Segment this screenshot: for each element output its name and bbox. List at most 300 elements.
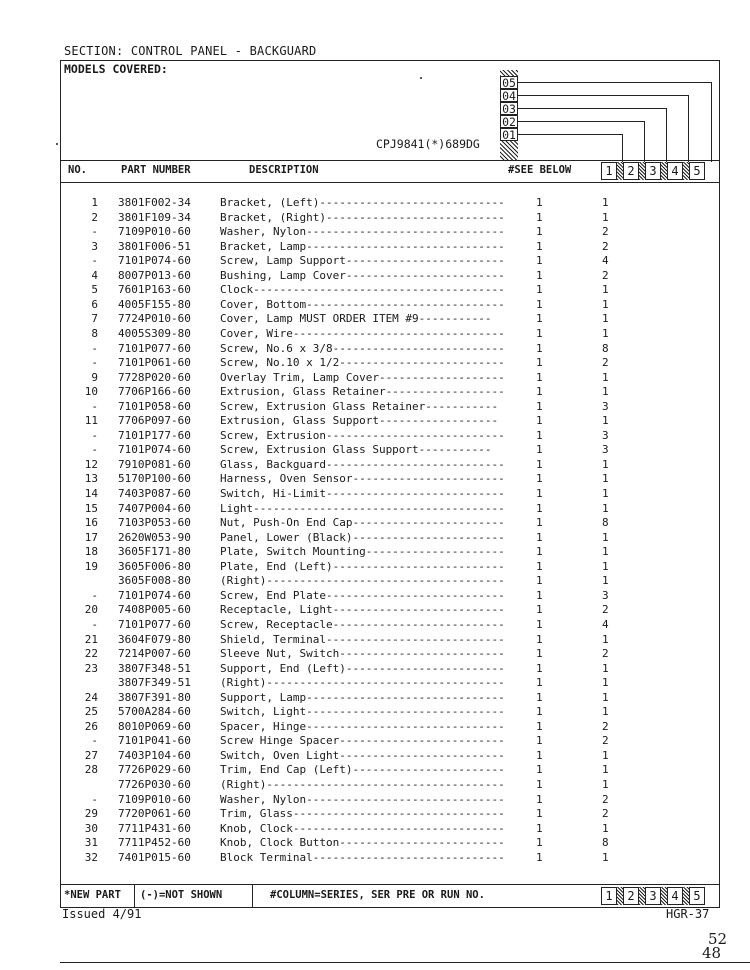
part-number: 7109P010-60 xyxy=(118,792,191,806)
part-number: 3605F008-80 xyxy=(118,574,191,588)
series-1-count: 1 xyxy=(602,326,609,340)
table-row xyxy=(60,342,720,357)
series-1-count: 1 xyxy=(602,763,609,777)
part-number: 7728P020-60 xyxy=(118,370,191,384)
item-number: 30 xyxy=(84,821,98,835)
series-code-05: 05 xyxy=(500,76,518,89)
part-description: Plate, End (Left)-------------------------- xyxy=(220,559,505,573)
column-1: 1 xyxy=(601,162,617,180)
part-number: 2620W053-90 xyxy=(118,530,191,544)
speck xyxy=(420,77,422,79)
series-1-count: 1 xyxy=(602,661,609,675)
quantity: 1 xyxy=(536,501,543,515)
part-description: Trim, End Cap (Left)----------------------- xyxy=(220,763,505,777)
series-code-03: 03 xyxy=(500,102,518,115)
part-number: 7711P452-60 xyxy=(118,836,191,850)
quantity: 1 xyxy=(536,617,543,631)
item-number: 17 xyxy=(84,530,98,544)
part-description: Screw, Extrusion--------------------------- xyxy=(220,428,505,442)
page-mark-bottom: 48 xyxy=(702,944,722,962)
part-number: 3801F006-51 xyxy=(118,239,191,253)
part-number: 5170P100-60 xyxy=(118,472,191,486)
column-4: 4 xyxy=(667,887,683,905)
series-1-count: 1 xyxy=(602,850,609,864)
quantity: 1 xyxy=(536,748,543,762)
series-1-count: 2 xyxy=(602,225,609,239)
series-1-count: 3 xyxy=(602,399,609,413)
quantity: 1 xyxy=(536,807,543,821)
part-description: Support, Lamp------------------------------ xyxy=(220,690,505,704)
series-code-04: 04 xyxy=(500,89,518,102)
page-mark-top: 52 xyxy=(708,930,728,948)
table-row xyxy=(60,298,720,313)
bracket-drop-3 xyxy=(666,108,667,162)
quantity: 1 xyxy=(536,385,543,399)
item-number: - xyxy=(91,443,98,457)
table-row xyxy=(60,443,720,458)
item-number: 6 xyxy=(91,297,98,311)
part-description: Plate, Switch Mounting--------------------- xyxy=(220,545,505,559)
series-1-count: 1 xyxy=(602,530,609,544)
part-number: 4005F155-80 xyxy=(118,297,191,311)
quantity: 1 xyxy=(536,836,543,850)
item-number: 22 xyxy=(84,647,98,661)
series-1-count: 3 xyxy=(602,428,609,442)
quantity: 1 xyxy=(536,821,543,835)
part-description: Knob, Clock-------------------------------- xyxy=(220,821,505,835)
quantity: 1 xyxy=(536,778,543,791)
series-1-count: 2 xyxy=(602,807,609,821)
series-1-count: 2 xyxy=(602,647,609,661)
quantity: 1 xyxy=(536,414,543,428)
series-1-count: 3 xyxy=(602,588,609,602)
table-row xyxy=(60,502,720,517)
column-1: 1 xyxy=(601,887,617,905)
quantity: 1 xyxy=(536,254,543,268)
part-description: Trim, Glass-------------------------------- xyxy=(220,807,505,821)
quantity: 1 xyxy=(536,559,543,573)
quantity: 1 xyxy=(536,850,543,864)
quantity: 1 xyxy=(536,225,543,239)
table-row xyxy=(60,356,720,371)
part-description: Cover, Bottom------------------------------ xyxy=(220,297,505,311)
part-description: Bracket, Lamp------------------------------ xyxy=(220,239,505,253)
item-number: - xyxy=(91,356,98,370)
model-code: CPJ9841(*)689DG xyxy=(376,137,480,151)
part-number: 7101P074-60 xyxy=(118,254,191,268)
series-1-count: 1 xyxy=(602,385,609,399)
quantity: 1 xyxy=(536,196,543,209)
item-number: 11 xyxy=(84,414,98,428)
header-series-columns xyxy=(601,162,705,180)
part-number: 3801F002-34 xyxy=(118,196,191,209)
table-row xyxy=(60,371,720,386)
item-number: 18 xyxy=(84,545,98,559)
table-row xyxy=(60,560,720,575)
table-row xyxy=(60,545,720,560)
part-description: Switch, Oven Light------------------------- xyxy=(220,748,505,762)
quantity: 1 xyxy=(536,443,543,457)
part-number: 3807F391-80 xyxy=(118,690,191,704)
table-row xyxy=(60,749,720,764)
quantity: 1 xyxy=(536,603,543,617)
table-row xyxy=(60,763,720,778)
item-number: 14 xyxy=(84,487,98,500)
part-description: Bushing, Lamp Cover------------------------ xyxy=(220,268,505,282)
series-1-count: 1 xyxy=(602,676,609,690)
series-1-count: 1 xyxy=(602,501,609,515)
column-3: 3 xyxy=(645,887,661,905)
part-number: 7101P074-60 xyxy=(118,588,191,602)
models-covered-label: MODELS COVERED: xyxy=(64,62,168,76)
quantity: 1 xyxy=(536,647,543,661)
series-1-count: 2 xyxy=(602,719,609,733)
part-description: Washer, Nylon------------------------------ xyxy=(220,792,505,806)
header-bottom-rule xyxy=(60,182,720,183)
item-number: 3 xyxy=(91,239,98,253)
part-number: 8010P069-60 xyxy=(118,719,191,733)
table-row xyxy=(60,778,720,793)
quantity: 1 xyxy=(536,719,543,733)
bracket-line-03 xyxy=(518,108,666,109)
part-description: Screw, Lamp Support------------------------ xyxy=(220,254,505,268)
series-1-count: 1 xyxy=(602,472,609,486)
part-description: Screw Hinge Spacer------------------------- xyxy=(220,734,505,748)
series-1-count: 2 xyxy=(602,268,609,282)
table-row xyxy=(60,574,720,589)
series-1-count: 8 xyxy=(602,516,609,530)
series-1-count: 3 xyxy=(602,443,609,457)
quantity: 1 xyxy=(536,428,543,442)
item-number: - xyxy=(91,225,98,239)
series-1-count: 4 xyxy=(602,254,609,268)
part-description: Screw, No.10 x 1/2------------------------- xyxy=(220,356,505,370)
part-description: Screw, Extrusion Glass Retainer----------- xyxy=(220,399,499,413)
footer-new-part: *NEW PART xyxy=(64,889,121,901)
item-number: 15 xyxy=(84,501,98,515)
part-description: (Right)------------------------------------ xyxy=(220,676,505,690)
series-code-01: 01 xyxy=(500,128,518,141)
table-row xyxy=(60,240,720,255)
quantity: 1 xyxy=(536,457,543,471)
part-description: Bracket, (Left)---------------------------- xyxy=(220,196,505,209)
part-description: Harness, Oven Sensor----------------------- xyxy=(220,472,505,486)
series-1-count: 4 xyxy=(602,617,609,631)
part-number: 7910P081-60 xyxy=(118,457,191,471)
item-number: 9 xyxy=(91,370,98,384)
footer-divider xyxy=(134,884,135,908)
item-number: 21 xyxy=(84,632,98,646)
table-row xyxy=(60,618,720,633)
part-description: (Right)------------------------------------ xyxy=(220,778,505,791)
part-description: Switch, Light------------------------------ xyxy=(220,705,505,719)
bracket-line-01 xyxy=(518,134,622,135)
quantity: 1 xyxy=(536,734,543,748)
part-description: Screw, Receptacle-------------------------- xyxy=(220,617,505,631)
table-row xyxy=(60,458,720,473)
item-number: 28 xyxy=(84,763,98,777)
quantity: 1 xyxy=(536,705,543,719)
footer-series-columns xyxy=(601,887,705,905)
table-row xyxy=(60,676,720,691)
item-number: 10 xyxy=(84,385,98,399)
quantity: 1 xyxy=(536,588,543,602)
table-row xyxy=(60,211,720,226)
bracket-drop-1 xyxy=(622,134,623,162)
column-3: 3 xyxy=(645,162,661,180)
bracket-line-04 xyxy=(518,95,688,96)
series-1-count: 1 xyxy=(602,414,609,428)
item-number: 1 xyxy=(91,196,98,209)
part-description: Support, End (Left)------------------------ xyxy=(220,661,505,675)
column-2: 2 xyxy=(623,887,639,905)
part-description: Screw, End Plate--------------------------- xyxy=(220,588,505,602)
speck xyxy=(56,143,58,145)
series-1-count: 1 xyxy=(602,545,609,559)
part-number: 3807F348-51 xyxy=(118,661,191,675)
part-description: Switch, Hi-Limit--------------------------- xyxy=(220,487,505,500)
item-number: - xyxy=(91,341,98,355)
item-number: 20 xyxy=(84,603,98,617)
table-row xyxy=(60,472,720,487)
series-1-count: 2 xyxy=(602,734,609,748)
part-description: Clock-------------------------------------- xyxy=(220,283,505,297)
part-description: Knob, Clock Button------------------------- xyxy=(220,836,505,850)
part-number: 7706P166-60 xyxy=(118,385,191,399)
series-1-count: 1 xyxy=(602,297,609,311)
part-number: 7101P041-60 xyxy=(118,734,191,748)
table-row xyxy=(60,836,720,851)
header-see-below: #SEE BELOW xyxy=(508,164,572,176)
quantity: 1 xyxy=(536,268,543,282)
table-row xyxy=(60,633,720,648)
bracket-drop-4 xyxy=(688,95,689,162)
series-1-count: 8 xyxy=(602,836,609,850)
page-code: HGR-37 xyxy=(666,907,710,921)
item-number: 8 xyxy=(91,326,98,340)
bracket-line-05 xyxy=(518,82,711,83)
item-number: - xyxy=(91,428,98,442)
table-row xyxy=(60,254,720,269)
part-description: Spacer, Hinge------------------------------ xyxy=(220,719,505,733)
table-row xyxy=(60,225,720,240)
series-1-count: 2 xyxy=(602,239,609,253)
item-number: 27 xyxy=(84,748,98,762)
part-description: Cover, Lamp MUST ORDER ITEM #9----------- xyxy=(220,312,492,326)
part-description: Nut, Push-On End Cap----------------------- xyxy=(220,516,505,530)
quantity: 1 xyxy=(536,763,543,777)
table-row xyxy=(60,734,720,749)
footer-divider xyxy=(252,884,253,908)
series-1-count: 1 xyxy=(602,283,609,297)
part-description: Washer, Nylon------------------------------ xyxy=(220,225,505,239)
series-1-count: 1 xyxy=(602,210,609,224)
part-number: 7101P177-60 xyxy=(118,428,191,442)
quantity: 1 xyxy=(536,210,543,224)
item-number: 24 xyxy=(84,690,98,704)
item-number: - xyxy=(91,734,98,748)
series-1-count: 8 xyxy=(602,341,609,355)
quantity: 1 xyxy=(536,487,543,500)
part-number: 7407P004-60 xyxy=(118,501,191,515)
part-number: 7101P058-60 xyxy=(118,399,191,413)
part-description: Extrusion, Glass Support------------------ xyxy=(220,414,499,428)
table-row xyxy=(60,647,720,662)
quantity: 1 xyxy=(536,472,543,486)
part-description: Light-------------------------------------- xyxy=(220,501,505,515)
item-number: 23 xyxy=(84,661,98,675)
part-number: 8007P013-60 xyxy=(118,268,191,282)
part-number: 7101P061-60 xyxy=(118,356,191,370)
table-row xyxy=(60,516,720,531)
item-number: 26 xyxy=(84,719,98,733)
part-number: 7101P074-60 xyxy=(118,443,191,457)
column-4: 4 xyxy=(667,162,683,180)
quantity: 1 xyxy=(536,545,543,559)
item-number: - xyxy=(91,254,98,268)
bracket-drop-2 xyxy=(644,121,645,162)
bracket-line-02 xyxy=(518,121,644,122)
table-row xyxy=(60,196,720,211)
series-1-count: 1 xyxy=(602,559,609,573)
series-code-02: 02 xyxy=(500,115,518,128)
quantity: 1 xyxy=(536,356,543,370)
item-number: 16 xyxy=(84,516,98,530)
table-row xyxy=(60,807,720,822)
part-description: Sleeve Nut, Switch------------------------- xyxy=(220,647,505,661)
header-top-rule xyxy=(60,160,720,161)
footer-column-note: #COLUMN=SERIES, SER PRE OR RUN NO. xyxy=(270,889,485,901)
section-title: SECTION: CONTROL PANEL - BACKGUARD xyxy=(64,44,317,58)
quantity: 1 xyxy=(536,341,543,355)
item-number: 25 xyxy=(84,705,98,719)
part-number: 7711P431-60 xyxy=(118,821,191,835)
series-1-count: 1 xyxy=(602,748,609,762)
series-1-count: 1 xyxy=(602,821,609,835)
table-row xyxy=(60,662,720,677)
series-1-count: 1 xyxy=(602,312,609,326)
part-description: Screw, No.6 x 3/8-------------------------- xyxy=(220,341,505,355)
part-description: Block Terminal----------------------------- xyxy=(220,850,505,864)
table-row xyxy=(60,312,720,327)
part-number: 3604F079-80 xyxy=(118,632,191,646)
series-1-count: 1 xyxy=(602,705,609,719)
quantity: 1 xyxy=(536,530,543,544)
part-number: 7109P010-60 xyxy=(118,225,191,239)
part-description: Glass, Backguard--------------------------- xyxy=(220,457,505,471)
table-row xyxy=(60,793,720,808)
part-number: 4005S309-80 xyxy=(118,326,191,340)
issued-date: Issued 4/91 xyxy=(62,907,142,921)
header-no: NO. xyxy=(68,164,87,176)
table-row xyxy=(60,531,720,546)
part-description: Overlay Trim, Lamp Cover------------------- xyxy=(220,370,505,384)
quantity: 1 xyxy=(536,283,543,297)
item-number: 2 xyxy=(91,210,98,224)
quantity: 1 xyxy=(536,661,543,675)
part-number: 7403P104-60 xyxy=(118,748,191,762)
quantity: 1 xyxy=(536,239,543,253)
quantity: 1 xyxy=(536,632,543,646)
bottom-rule xyxy=(60,962,750,963)
part-number: 3605F006-80 xyxy=(118,559,191,573)
part-number: 3807F349-51 xyxy=(118,676,191,690)
table-row xyxy=(60,400,720,415)
table-row xyxy=(60,603,720,618)
table-row xyxy=(60,283,720,298)
quantity: 1 xyxy=(536,312,543,326)
series-1-count: 2 xyxy=(602,792,609,806)
item-number: - xyxy=(91,617,98,631)
quantity: 1 xyxy=(536,370,543,384)
part-description: Screw, Extrusion Glass Support----------- xyxy=(220,443,492,457)
part-number: 7726P029-60 xyxy=(118,763,191,777)
table-row xyxy=(60,720,720,735)
part-number: 7601P163-60 xyxy=(118,283,191,297)
bracket-drop-5 xyxy=(711,82,712,162)
series-1-count: 2 xyxy=(602,603,609,617)
header-part-number: PART NUMBER xyxy=(121,164,191,176)
series-1-count: 1 xyxy=(602,487,609,500)
table-row xyxy=(60,822,720,837)
footer-not-shown: (-)=NOT SHOWN xyxy=(140,889,223,901)
table-row xyxy=(60,851,720,866)
item-number: 4 xyxy=(91,268,98,282)
series-1-count: 1 xyxy=(602,574,609,588)
column-5: 5 xyxy=(689,887,705,905)
part-description: Receptacle, Light-------------------------- xyxy=(220,603,505,617)
part-number: 7724P010-60 xyxy=(118,312,191,326)
part-description: Cover, Wire-------------------------------- xyxy=(220,326,505,340)
table-row xyxy=(60,589,720,604)
quantity: 1 xyxy=(536,690,543,704)
column-5: 5 xyxy=(689,162,705,180)
item-number: 19 xyxy=(84,559,98,573)
part-number: 7101P077-60 xyxy=(118,341,191,355)
quantity: 1 xyxy=(536,326,543,340)
part-number: 7720P061-60 xyxy=(118,807,191,821)
quantity: 1 xyxy=(536,676,543,690)
column-2: 2 xyxy=(623,162,639,180)
footer-top-rule xyxy=(60,884,720,885)
table-row xyxy=(60,429,720,444)
quantity: 1 xyxy=(536,399,543,413)
series-1-count: 1 xyxy=(602,370,609,384)
table-row xyxy=(60,414,720,429)
series-1-count: 2 xyxy=(602,356,609,370)
table-row xyxy=(60,385,720,400)
item-number: - xyxy=(91,588,98,602)
item-number: 7 xyxy=(91,312,98,326)
part-description: Bracket, (Right)--------------------------- xyxy=(220,210,505,224)
quantity: 1 xyxy=(536,516,543,530)
table-row xyxy=(60,327,720,342)
item-number: 12 xyxy=(84,457,98,471)
table-row xyxy=(60,487,720,502)
part-number: 7706P097-60 xyxy=(118,414,191,428)
series-1-count: 1 xyxy=(602,690,609,704)
series-1-count: 1 xyxy=(602,196,609,209)
part-number: 5700A284-60 xyxy=(118,705,191,719)
quantity: 1 xyxy=(536,574,543,588)
item-number: 13 xyxy=(84,472,98,486)
item-number: 31 xyxy=(84,836,98,850)
part-number: 7101P077-60 xyxy=(118,617,191,631)
handwritten-page-mark xyxy=(702,930,728,962)
item-number: 5 xyxy=(91,283,98,297)
item-number: 29 xyxy=(84,807,98,821)
series-1-count: 1 xyxy=(602,778,609,791)
